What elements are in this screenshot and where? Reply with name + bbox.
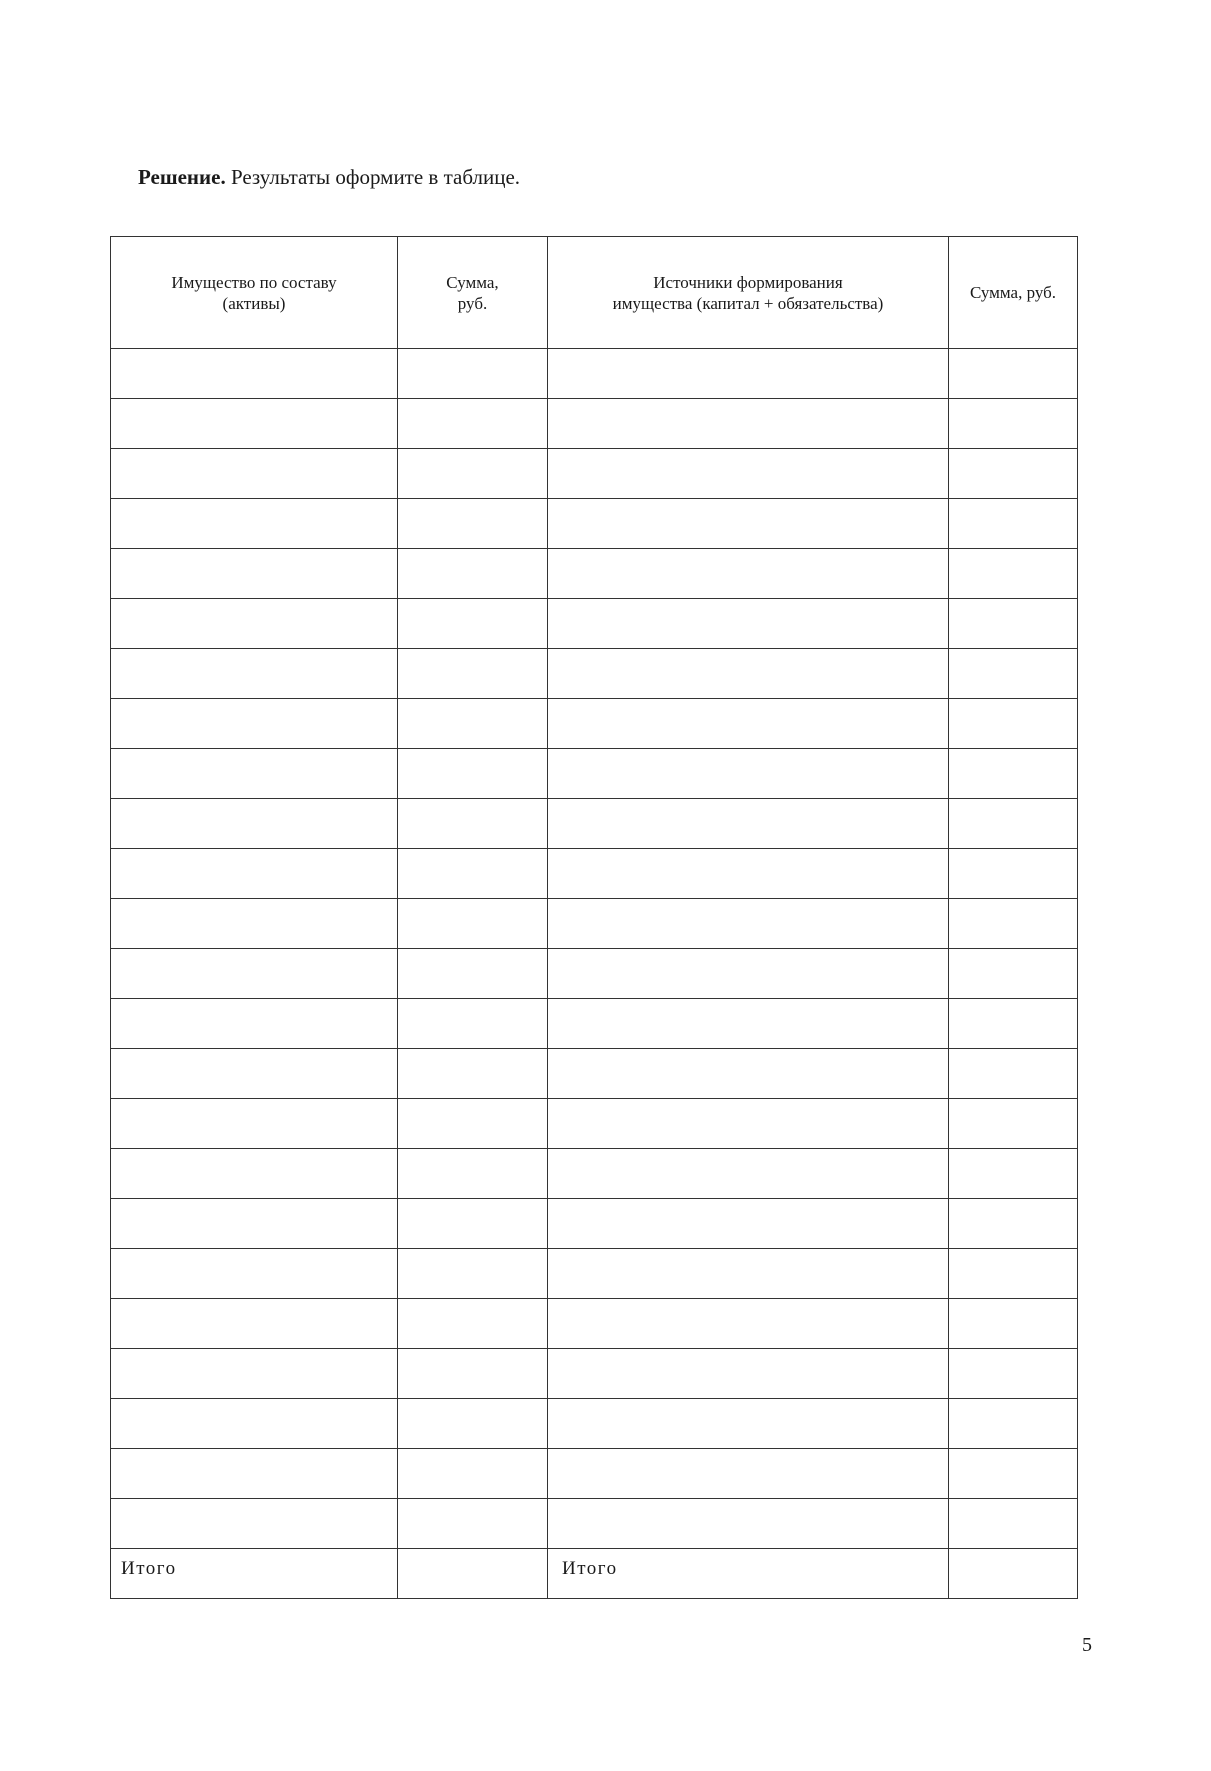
source-sum-cell[interactable]	[949, 1149, 1078, 1199]
source-sum-cell[interactable]	[949, 1249, 1078, 1299]
source-sum-cell[interactable]	[949, 449, 1078, 499]
source-sum-cell[interactable]	[949, 1299, 1078, 1349]
source-sum-cell[interactable]	[949, 599, 1078, 649]
total-row	[111, 1549, 1078, 1599]
asset-name-cell[interactable]	[111, 899, 398, 949]
source-sum-cell[interactable]	[949, 1049, 1078, 1099]
source-sum-cell[interactable]	[949, 1449, 1078, 1499]
asset-sum-cell[interactable]	[398, 849, 548, 899]
asset-name-cell[interactable]	[111, 1449, 398, 1499]
table-row	[111, 499, 1078, 549]
asset-name-cell[interactable]	[111, 1349, 398, 1399]
asset-name-cell[interactable]	[111, 649, 398, 699]
source-sum-cell[interactable]	[949, 349, 1078, 399]
asset-sum-cell[interactable]	[398, 1349, 548, 1399]
asset-name-cell[interactable]	[111, 1049, 398, 1099]
source-name-cell[interactable]	[548, 599, 949, 649]
asset-sum-cell[interactable]	[398, 699, 548, 749]
asset-sum-cell[interactable]	[398, 999, 548, 1049]
source-sum-cell[interactable]	[949, 799, 1078, 849]
source-sum-cell[interactable]	[949, 649, 1078, 699]
asset-name-cell[interactable]	[111, 1399, 398, 1449]
asset-name-cell[interactable]	[111, 399, 398, 449]
balance-table	[110, 236, 1078, 1599]
table-row	[111, 649, 1078, 699]
table-row	[111, 849, 1078, 899]
source-name-cell[interactable]	[548, 1499, 949, 1549]
asset-sum-cell[interactable]	[398, 1399, 548, 1449]
source-sum-cell[interactable]	[949, 849, 1078, 899]
asset-sum-cell[interactable]	[398, 949, 548, 999]
total-assets-label: Итого	[111, 1549, 398, 1599]
asset-sum-cell[interactable]	[398, 1299, 548, 1349]
asset-sum-cell[interactable]	[398, 799, 548, 849]
asset-name-cell[interactable]	[111, 749, 398, 799]
source-sum-cell[interactable]	[949, 399, 1078, 449]
asset-sum-cell[interactable]	[398, 599, 548, 649]
asset-name-cell[interactable]	[111, 449, 398, 499]
asset-sum-cell[interactable]	[398, 1449, 548, 1499]
header-sources-sum	[949, 237, 1078, 349]
source-sum-cell[interactable]	[949, 749, 1078, 799]
asset-name-cell[interactable]	[111, 699, 398, 749]
asset-sum-cell[interactable]	[398, 899, 548, 949]
header-row	[111, 237, 1078, 349]
asset-sum-cell[interactable]	[398, 1199, 548, 1249]
table-row	[111, 999, 1078, 1049]
header-assets-sum-line-1: Сумма,	[446, 272, 499, 292]
header-assets-sum-line-2: руб.	[457, 293, 488, 313]
task-instruction	[138, 163, 520, 191]
source-name-cell[interactable]	[548, 499, 949, 549]
source-name-cell[interactable]	[548, 399, 949, 449]
source-sum-cell[interactable]	[949, 949, 1078, 999]
source-name-cell[interactable]	[548, 649, 949, 699]
source-name-cell[interactable]	[548, 1099, 949, 1149]
table-row	[111, 449, 1078, 499]
table-row	[111, 949, 1078, 999]
asset-sum-cell[interactable]	[398, 449, 548, 499]
asset-name-cell[interactable]	[111, 1149, 398, 1199]
header-assets-sum	[398, 237, 548, 349]
total-sources-label: Итого	[548, 1549, 949, 1599]
asset-name-cell[interactable]	[111, 549, 398, 599]
table-row	[111, 1449, 1078, 1499]
table-row	[111, 399, 1078, 449]
asset-sum-cell[interactable]	[398, 1499, 548, 1549]
table-row	[111, 1349, 1078, 1399]
header-assets-line-2: (активы)	[222, 293, 286, 313]
header-sources-line-2: имущества (капитал + обязательства)	[612, 293, 884, 313]
total-sources-sum-cell[interactable]	[949, 1549, 1078, 1599]
source-name-cell[interactable]	[548, 699, 949, 749]
asset-name-cell[interactable]	[111, 1299, 398, 1349]
header-sources-sum-line-1: Сумма, руб.	[969, 283, 1057, 302]
total-assets-sum-cell[interactable]	[398, 1549, 548, 1599]
asset-sum-cell[interactable]	[398, 1049, 548, 1099]
source-name-cell[interactable]	[548, 449, 949, 499]
source-name-cell[interactable]	[548, 349, 949, 399]
asset-name-cell[interactable]	[111, 849, 398, 899]
source-sum-cell[interactable]	[949, 1199, 1078, 1249]
table-row	[111, 699, 1078, 749]
table-body	[111, 349, 1078, 1599]
table-row	[111, 749, 1078, 799]
source-name-cell[interactable]	[548, 849, 949, 899]
source-name-cell[interactable]	[548, 1449, 949, 1499]
source-name-cell[interactable]	[548, 1249, 949, 1299]
asset-name-cell[interactable]	[111, 1199, 398, 1249]
source-sum-cell[interactable]	[949, 1349, 1078, 1399]
source-name-cell[interactable]	[548, 899, 949, 949]
source-name-cell[interactable]	[548, 1199, 949, 1249]
table-row	[111, 1149, 1078, 1199]
asset-sum-cell[interactable]	[398, 749, 548, 799]
asset-sum-cell[interactable]	[398, 1249, 548, 1299]
header-assets-line-1: Имущество по составу	[171, 272, 337, 292]
table-row	[111, 549, 1078, 599]
source-sum-cell[interactable]	[949, 699, 1078, 749]
solution-label: Решение.	[138, 165, 226, 189]
header-sources	[548, 237, 949, 349]
asset-name-cell[interactable]	[111, 1249, 398, 1299]
table-row	[111, 1299, 1078, 1349]
source-name-cell[interactable]	[548, 1049, 949, 1099]
table-row	[111, 1199, 1078, 1249]
source-name-cell[interactable]	[548, 1299, 949, 1349]
source-name-cell[interactable]	[548, 749, 949, 799]
asset-sum-cell[interactable]	[398, 649, 548, 699]
asset-name-cell[interactable]	[111, 599, 398, 649]
table-row	[111, 599, 1078, 649]
asset-name-cell[interactable]	[111, 1099, 398, 1149]
header-sources-line-1: Источники формирования	[653, 272, 843, 292]
header-assets	[111, 237, 398, 349]
table-row	[111, 1399, 1078, 1449]
source-sum-cell[interactable]	[949, 499, 1078, 549]
source-sum-cell[interactable]	[949, 1399, 1078, 1449]
instruction-text: Результаты оформите в таблице.	[225, 165, 521, 189]
table-row	[111, 799, 1078, 849]
table-row	[111, 1049, 1078, 1099]
asset-name-cell[interactable]	[111, 949, 398, 999]
asset-sum-cell[interactable]	[398, 399, 548, 449]
asset-sum-cell[interactable]	[398, 499, 548, 549]
asset-sum-cell[interactable]	[398, 1149, 548, 1199]
table-row	[111, 349, 1078, 399]
source-name-cell[interactable]	[548, 1149, 949, 1199]
source-name-cell[interactable]	[548, 999, 949, 1049]
source-name-cell[interactable]	[548, 1399, 949, 1449]
asset-name-cell[interactable]	[111, 499, 398, 549]
page-number: 5	[1082, 1634, 1092, 1656]
source-sum-cell[interactable]	[949, 1099, 1078, 1149]
table-row	[111, 899, 1078, 949]
table-row	[111, 1499, 1078, 1549]
source-name-cell[interactable]	[548, 549, 949, 599]
asset-name-cell[interactable]	[111, 1499, 398, 1549]
source-sum-cell[interactable]	[949, 549, 1078, 599]
source-sum-cell[interactable]	[949, 899, 1078, 949]
asset-name-cell[interactable]	[111, 999, 398, 1049]
source-sum-cell[interactable]	[949, 1499, 1078, 1549]
source-name-cell[interactable]	[548, 1349, 949, 1399]
source-sum-cell[interactable]	[949, 999, 1078, 1049]
asset-name-cell[interactable]	[111, 349, 398, 399]
table-row	[111, 1249, 1078, 1299]
source-name-cell[interactable]	[548, 949, 949, 999]
source-name-cell[interactable]	[548, 799, 949, 849]
asset-sum-cell[interactable]	[398, 549, 548, 599]
asset-name-cell[interactable]	[111, 799, 398, 849]
asset-sum-cell[interactable]	[398, 1099, 548, 1149]
asset-sum-cell[interactable]	[398, 349, 548, 399]
table-row	[111, 1099, 1078, 1149]
